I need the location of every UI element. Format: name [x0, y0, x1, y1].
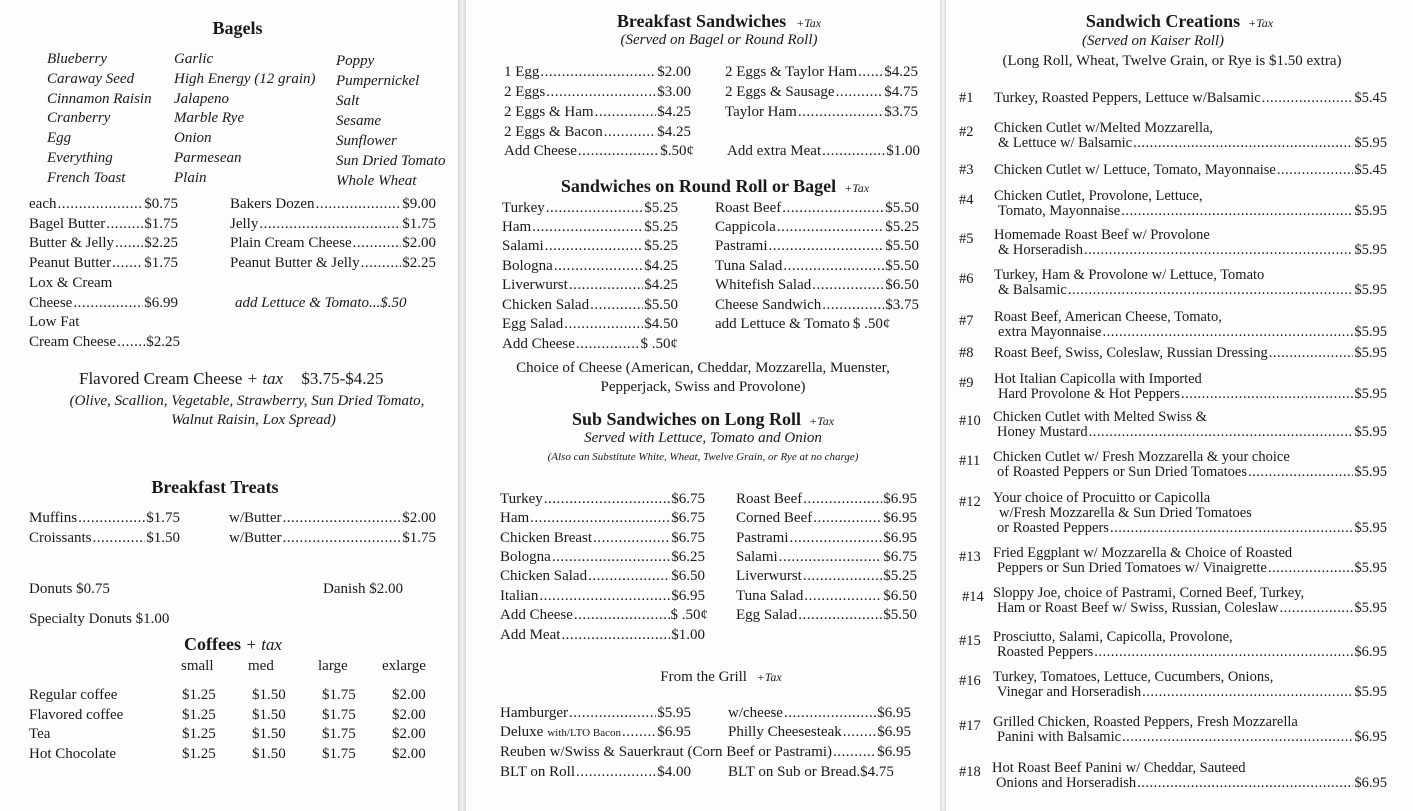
menu-item: Reuben w/Swiss & Sauerkraut (Corn Beef or Pastrami) ..... $6.95 [500, 744, 911, 761]
cheese-choice-2: Pepperjack, Swiss and Provolone) [600, 379, 806, 395]
flavor: Whole Wheat [336, 173, 417, 189]
menu-item: Egg Salad ..... $5.50 [736, 607, 917, 624]
creation-item-line2: Ham or Roast Beef w/ Swiss, Russian, Coleslaw ..... $5.95 [997, 600, 1387, 617]
tax-note: +Tax [796, 16, 822, 30]
coffee-row: Hot Chocolate $1.25 $1.50 $1.75 $2.00 [29, 746, 426, 763]
sub-sandwiches-note: (Also can Substitute White, Wheat, Twelve Grain, or Rye at no charge) [547, 451, 859, 463]
menu-item: Chicken Salad ..... $5.50 [502, 297, 678, 314]
flavor: Cinnamon Raisin [47, 90, 152, 107]
creation-item-line2: Tomato, Mayonnaise ..... $5.95 [998, 203, 1387, 220]
flavor: High Energy (12 grain) [174, 70, 316, 87]
flavor: Blueberry [47, 51, 107, 67]
treat-row: Muffins ..... $1.75 [29, 510, 180, 527]
menu-item: Egg Salad ..... $4.50 [502, 316, 678, 333]
menu-item: w/cheese ..... $6.95 [728, 705, 911, 722]
add-lettuce-note: add Lettuce & Tomato...$.50 [235, 295, 407, 311]
creation-item-line1: Prosciutto, Salami, Capicolla, Provolone, [993, 629, 1233, 645]
menu-item: Liverwurst ..... $4.25 [502, 277, 678, 294]
coffees-label: Coffees [184, 634, 241, 654]
menu-item: Corned Beef ..... $6.95 [736, 510, 917, 527]
cheese-choice-1: Choice of Cheese (American, Cheddar, Mozzarella, Muenster, [516, 360, 890, 376]
creation-item-line1: Turkey, Tomatoes, Lettuce, Cucumbers, Onions, [993, 669, 1274, 685]
creation-item-line2: & Balsamic ..... $5.95 [998, 282, 1387, 299]
flavor: Jalapeno [174, 90, 229, 107]
breakfast-sandwiches-label: Breakfast Sandwiches [616, 11, 787, 31]
coffee-row: Tea $1.25 $1.50 $1.75 $2.00 [29, 726, 426, 743]
bagel-price-row: Bakers Dozen ..... $9.00 [230, 196, 436, 213]
sub-sandwiches-subtitle: Served with Lettuce, Tomato and Onion [584, 430, 822, 446]
menu-item: Turkey ..... $6.75 [500, 491, 705, 508]
creation-item-line2: Peppers or Sun Dried Tomatoes w/ Vinaigrette ..... $5.95 [997, 560, 1387, 577]
bagels-title: Bagels [212, 18, 263, 38]
menu-item: Salami ..... $6.75 [736, 549, 917, 566]
flavor: Sunflower [336, 133, 397, 149]
creation-item-line1: Grilled Chicken, Roasted Peppers, Fresh Mozzarella [993, 714, 1298, 730]
menu-item: Bologna ..... $4.25 [502, 258, 678, 275]
lox-price-row: Cheese ..... $6.99 [29, 295, 178, 312]
creation-number: #18 [959, 764, 981, 780]
bagel-price-row: Peanut Butter ..... $1.75 [29, 255, 178, 272]
flavor: French Toast [47, 169, 126, 186]
flavored-label: Flavored Cream Cheese [79, 369, 243, 388]
creation-number: #15 [959, 633, 981, 649]
flavor: Parmesean [174, 149, 242, 166]
sub-sandwiches-title [466, 409, 940, 430]
menu-item: BLT on Sub or Bread.$4.75 [728, 764, 894, 780]
menu-item: 2 Eggs & Ham ..... $4.25 [504, 104, 691, 121]
creation-item-line2: of Roasted Peppers or Sun Dried Tomatoes ..... $5.95 [997, 464, 1387, 481]
creation-item-line2: Vinegar and Horseradish ..... $5.95 [997, 684, 1387, 701]
creation-item-line1: Chicken Cutlet w/Melted Mozzarella, [994, 120, 1214, 136]
creation-item-line2: Honey Mustard ..... $5.95 [997, 424, 1387, 441]
size-header: exlarge [382, 658, 426, 674]
bagel-price-row: Jelly ..... $1.75 [230, 216, 436, 233]
menu-item: Chicken Breast ..... $6.75 [500, 530, 705, 547]
flavor: Poppy [336, 53, 375, 69]
sub-sandwiches-label: Sub Sandwiches on Long Roll [571, 409, 802, 429]
grill-title [466, 669, 976, 686]
breakfast-sandwiches-subtitle: (Served on Bagel or Round Roll) [620, 32, 818, 48]
lowfat-label: Low Fat [29, 314, 80, 330]
creation-item-line1: Roast Beef, American Cheese, Tomato, [994, 309, 1222, 325]
menu-item: Roast Beef ..... $5.50 [715, 200, 919, 217]
creation-number: #17 [959, 718, 981, 734]
flavored-cream-cheese [79, 369, 384, 389]
creation-item-line1: Chicken Cutlet w/ Fresh Mozzarella & your choice [993, 449, 1290, 465]
flavored-tax: + tax [246, 369, 284, 388]
breakfast-sandwiches-title [466, 11, 972, 32]
bagel-price-row: Peanut Butter & Jelly ..... $2.25 [230, 255, 436, 272]
menu-item: Deluxe with/LTO Bacon ..... $6.95 [500, 724, 691, 741]
flavored-list-2: Walnut Raisin, Lox Spread) [171, 412, 336, 428]
creation-item-line1: Hot Italian Capicolla with Imported [994, 371, 1202, 387]
menu-item: Turkey ..... $5.25 [502, 200, 678, 217]
creation-number: #11 [959, 453, 981, 469]
menu-item: Add Meat ..... $1.00 [500, 627, 705, 644]
creation-item-line2: Panini with Balsamic ..... $6.95 [997, 729, 1387, 746]
menu-item: Cappicola ..... $5.25 [715, 219, 919, 236]
menu-panel-right [946, 0, 1413, 811]
flavor: Sun Dried Tomato [336, 153, 446, 169]
menu-item: Ham ..... $5.25 [502, 219, 678, 236]
creation-item-line2: extra Mayonnaise ..... $5.95 [998, 324, 1387, 341]
creation-item-line2: & Lettuce w/ Balsamic ..... $5.95 [998, 135, 1387, 152]
treat-row: Croissants ..... $1.50 [29, 530, 180, 547]
treat-row: w/Butter ..... $1.75 [229, 530, 436, 547]
bagel-flavors-col1 [47, 50, 152, 189]
creation-number: #10 [959, 413, 981, 429]
creation-number: #12 [959, 494, 981, 510]
tax-note: +Tax [1248, 16, 1274, 30]
menu-item: Cheese Sandwich ..... $3.75 [715, 297, 919, 314]
coffees-tax: + tax [245, 635, 282, 654]
flavor: Sesame [336, 113, 381, 129]
creation-number: #16 [959, 673, 981, 689]
flavor: Pumpernickel [336, 73, 420, 89]
creation-item-line2: Roasted Peppers ..... $6.95 [997, 644, 1387, 661]
creation-number: #6 [959, 271, 974, 287]
flavor: Egg [47, 130, 72, 147]
menu-item: Roast Beef ..... $6.95 [736, 491, 917, 508]
creation-item-line1: Turkey, Ham & Provolone w/ Lettuce, Tomato [994, 267, 1265, 283]
lox-label: Lox & Cream [29, 275, 113, 291]
tax-note: +Tax [756, 670, 782, 684]
creations-note: (Long Roll, Wheat, Twelve Grain, or Rye is $1.50 extra) [1002, 53, 1342, 69]
bagel-price-row: each ..... $0.75 [29, 196, 178, 213]
creation-item-line1: Sloppy Joe, choice of Pastrami, Corned Beef, Turkey, [993, 585, 1305, 601]
menu-item: Italian ..... $6.95 [500, 588, 705, 605]
bagel-flavors-col2 [174, 50, 316, 189]
creation-item-line1: Your choice of Procuitto or Capicolla [993, 490, 1211, 506]
flavor: Plain [174, 169, 207, 186]
donuts-price: Donuts $0.75 [29, 581, 110, 597]
menu-item: Add Cheese ..... $ .50¢ [502, 336, 678, 353]
creation-number: #13 [959, 549, 981, 565]
menu-item: Pastrami ..... $5.50 [715, 238, 919, 255]
tax-note: +Tax [809, 414, 835, 428]
round-roll-title [466, 176, 964, 197]
creation-item-line1: Fried Eggplant w/ Mozzarella & Choice of Roasted [993, 545, 1293, 561]
menu-item: add Lettuce & Tomato $ .50¢ [715, 316, 891, 332]
creation-item-line1: Chicken Cutlet with Melted Swiss & [993, 409, 1207, 425]
flavor: Marble Rye [174, 110, 245, 127]
flavor: Cranberry [47, 110, 111, 127]
creation-number: #3 [959, 162, 974, 178]
creation-number: #7 [959, 313, 974, 329]
flavored-price: $3.75-$4.25 [301, 369, 384, 388]
menu-item: Chicken Salad ..... $6.50 [500, 568, 705, 585]
flavor: Garlic [174, 51, 214, 67]
flavor: Caraway Seed [47, 70, 135, 87]
menu-item: BLT on Roll ..... $4.00 [500, 764, 691, 781]
menu-item: Philly Cheesesteak ..... $6.95 [728, 724, 911, 741]
creation-number: #14 [962, 589, 984, 605]
coffees-title [184, 634, 282, 655]
size-header: large [318, 658, 348, 674]
size-header: med [248, 658, 274, 674]
coffee-row: Flavored coffee $1.25 $1.50 $1.75 $2.00 [29, 706, 426, 723]
menu-item: 1 Egg ..... $2.00 [504, 64, 691, 81]
menu-item: 2 Eggs & Sausage ..... $4.75 [725, 84, 918, 101]
creations-title [946, 11, 1413, 32]
flavor: Salt [336, 93, 360, 109]
treat-row: w/Butter ..... $2.00 [229, 510, 436, 527]
menu-item: Tuna Salad ..... $6.50 [736, 588, 917, 605]
menu-item: Add extra Meat ..... $1.00 [727, 143, 920, 160]
creation-item-line2: Onions and Horseradish ..... $6.95 [996, 775, 1387, 792]
creation-number: #9 [959, 375, 974, 391]
creation-item: Turkey, Roasted Peppers, Lettuce w/Balsamic ..... $5.45 [994, 90, 1387, 107]
creation-item-line1b: w/Fresh Mozzarella & Sun Dried Tomatoes [999, 505, 1252, 521]
coffee-table [29, 686, 426, 765]
menu-item: Whitefish Salad ..... $6.50 [715, 277, 919, 294]
creation-number: #4 [959, 192, 974, 208]
size-header: small [181, 658, 214, 674]
creation-item-line1: Chicken Cutlet, Provolone, Lettuce, [994, 188, 1203, 204]
creation-item-line2: & Horseradish ..... $5.95 [998, 242, 1387, 259]
menu-item: Bologna ..... $6.25 [500, 549, 705, 566]
creation-number: #1 [959, 90, 974, 106]
grill-label: From the Grill [660, 669, 747, 685]
creation-number: #5 [959, 231, 974, 247]
menu-item: Add Cheese ..... $ .50¢ [500, 607, 708, 624]
bagel-price-row: Butter & Jelly ..... $2.25 [29, 235, 178, 252]
creation-number: #2 [959, 124, 974, 140]
lowfat-price-row: Cream Cheese ..... $2.25 [29, 334, 180, 351]
bagel-price-row: Bagel Butter ..... $1.75 [29, 216, 178, 233]
creation-item-line2: or Roasted Peppers ..... $5.95 [997, 520, 1387, 537]
breakfast-treats-title: Breakfast Treats [151, 477, 279, 497]
creation-item: Chicken Cutlet w/ Lettuce, Tomato, Mayonnaise ..... $5.45 [994, 162, 1387, 179]
menu-item: Add Cheese ..... $.50¢ [504, 143, 694, 160]
menu-panel-middle [466, 0, 940, 811]
menu-item: Ham ..... $6.75 [500, 510, 705, 527]
menu-item: 2 Eggs & Bacon ..... $4.25 [504, 124, 691, 141]
creations-label: Sandwich Creations [1085, 11, 1241, 31]
bagel-flavors-col3 [336, 51, 445, 191]
flavor: Onion [174, 130, 212, 147]
menu-panel-left [0, 0, 458, 811]
creation-item: Roast Beef, Swiss, Coleslaw, Russian Dressing ..... $5.95 [994, 345, 1387, 362]
creation-item-line2: Hard Provolone & Hot Peppers ..... $5.95 [998, 386, 1387, 403]
menu-item: Tuna Salad ..... $5.50 [715, 258, 919, 275]
menu-item: 2 Eggs ..... $3.00 [504, 84, 691, 101]
danish-price: Danish $2.00 [323, 581, 403, 597]
bagel-price-row: Plain Cream Cheese ..... $2.00 [230, 235, 436, 252]
round-roll-label: Sandwiches on Round Roll or Bagel [560, 176, 837, 196]
creation-item-line1: Homemade Roast Beef w/ Provolone [994, 227, 1210, 243]
menu-item: Salami ..... $5.25 [502, 238, 678, 255]
tax-note: +Tax [844, 181, 870, 195]
creation-number: #8 [959, 345, 974, 361]
specialty-donuts-price: Specialty Donuts $1.00 [29, 611, 170, 627]
menu-item: Pastrami ..... $6.95 [736, 530, 917, 547]
creations-subtitle: (Served on Kaiser Roll) [1081, 33, 1225, 49]
menu-item: Liverwurst ..... $5.25 [736, 568, 917, 585]
menu-item: Taylor Ham ..... $3.75 [725, 104, 918, 121]
flavored-list-1: (Olive, Scallion, Vegetable, Strawberry, Sun Dried Tomato, [69, 393, 425, 409]
page-fold [458, 0, 466, 811]
menu-item: Hamburger ..... $5.95 [500, 705, 691, 722]
menu-item: 2 Eggs & Taylor Ham ..... $4.25 [725, 64, 918, 81]
flavor: Everything [47, 149, 113, 166]
coffee-row: Regular coffee $1.25 $1.50 $1.75 $2.00 [29, 687, 426, 703]
creation-item-line1: Hot Roast Beef Panini w/ Cheddar, Sauteed [992, 760, 1246, 776]
